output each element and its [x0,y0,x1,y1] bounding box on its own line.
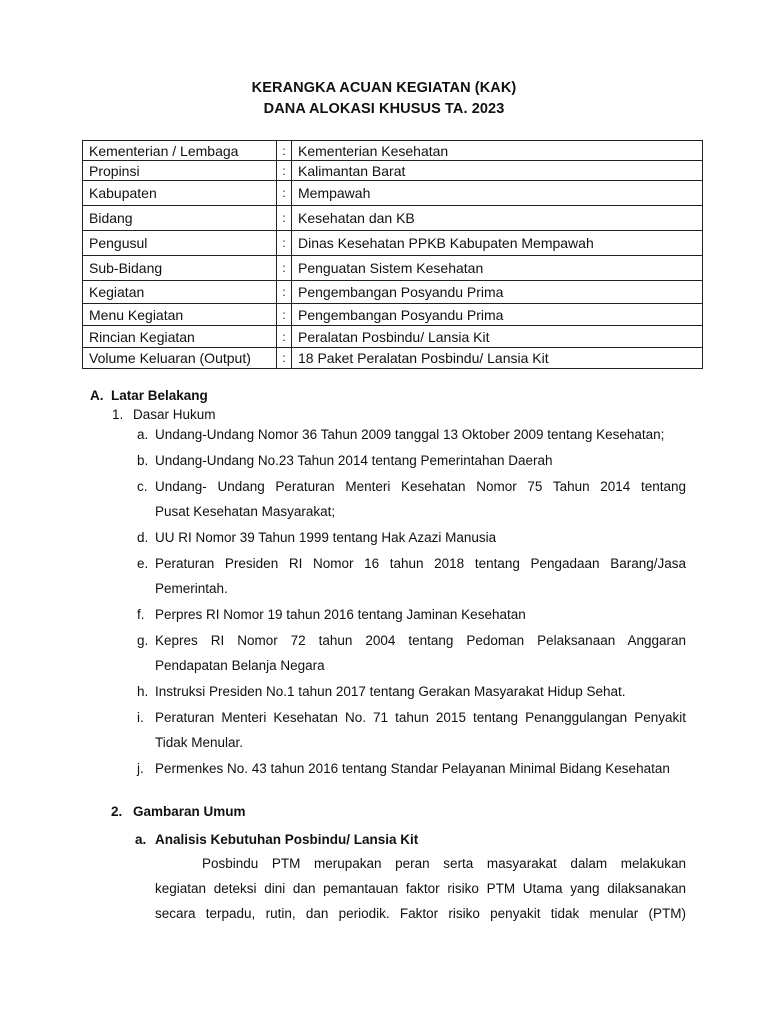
item-text: Peraturan Presiden RI Nomor 16 tahun 2018 tentang Pengadaan Barang/Jasa [155,556,686,571]
item-marker: g. [137,633,149,648]
info-label: Kabupaten [83,181,277,206]
sub-a-heading: Analisis Kebutuhan Posbindu/ Lansia Kit [155,832,419,847]
info-row [83,141,703,161]
info-row [83,206,703,231]
info-separator: : [277,348,292,369]
item-marker: a. [137,427,149,442]
item-text: Peraturan Menteri Kesehatan No. 71 tahun 2015 tentang Penanggulangan Penyakit [155,710,686,725]
info-value: Penguatan Sistem Kesehatan [292,256,703,281]
legal-basis-item [137,474,686,524]
item-marker: j. [137,761,144,776]
info-separator: : [277,181,292,206]
info-row [83,281,703,304]
info-label: Kegiatan [83,281,277,304]
legal-basis-item [137,525,686,550]
item-text: Permenkes No. 43 tahun 2016 tentang Standar Pelayanan Minimal Bidang Kesehatan [155,761,670,776]
legal-basis-item [137,602,686,627]
section-a-marker: A. [90,388,104,403]
legal-basis-item [137,679,686,704]
info-row [83,231,703,256]
info-separator: : [277,231,292,256]
info-value: Kalimantan Barat [292,161,703,181]
info-label: Rincian Kegiatan [83,326,277,348]
item-text: Kepres RI Nomor 72 tahun 2004 tentang Pedoman Pelaksanaan Anggaran [155,633,686,648]
sub-1-marker: 1. [112,407,124,422]
info-row [83,348,703,369]
info-value: Peralatan Posbindu/ Lansia Kit [292,326,703,348]
info-value: Kementerian Kesehatan [292,141,703,161]
info-label: Kementerian / Lembaga [83,141,277,161]
info-label: Sub-Bidang [83,256,277,281]
item-text: Undang-Undang Nomor 36 Tahun 2009 tanggal 13 Oktober 2009 tentang Kesehatan; [155,427,665,442]
info-value: Mempawah [292,181,703,206]
item-marker: d. [137,530,149,545]
item-marker: f. [137,607,145,622]
info-separator: : [277,304,292,326]
info-row [83,326,703,348]
paragraph-line: secara terpadu, rutin, dan periodik. Faktor risiko penyakit tidak menular (PTM) [155,906,686,921]
legal-basis-item [137,756,686,781]
info-separator: : [277,256,292,281]
info-value: Pengembangan Posyandu Prima [292,281,703,304]
info-label: Bidang [83,206,277,231]
document-subtitle: DANA ALOKASI KHUSUS TA. 2023 [263,101,505,117]
info-separator: : [277,141,292,161]
item-text: Undang-Undang No.23 Tahun 2014 tentang Pemerintahan Daerah [155,453,553,468]
info-separator: : [277,326,292,348]
item-marker: i. [137,710,144,725]
info-separator: : [277,281,292,304]
paragraph-line: Posbindu PTM merupakan peran serta masyarakat dalam melakukan [202,856,686,871]
section-2-heading: Gambaran Umum [133,804,246,819]
item-marker: e. [137,556,149,571]
info-table [82,140,703,369]
item-marker: c. [137,479,148,494]
info-value: Kesehatan dan KB [292,206,703,231]
info-value: Pengembangan Posyandu Prima [292,304,703,326]
info-row [83,181,703,206]
section-a-heading: Latar Belakang [111,388,208,403]
item-text: Tidak Menular. [155,735,244,750]
info-label: Pengusul [83,231,277,256]
item-text: Pemerintah. [155,581,228,596]
info-label: Menu Kegiatan [83,304,277,326]
item-marker: h. [137,684,149,699]
legal-basis-item [137,551,686,601]
document-title: KERANGKA ACUAN KEGIATAN (KAK) [251,80,517,96]
legal-basis-item [137,422,686,447]
info-separator: : [277,206,292,231]
item-text: UU RI Nomor 39 Tahun 1999 tentang Hak Azazi Manusia [155,530,497,545]
item-text: Pusat Kesehatan Masyarakat; [155,504,336,519]
section-2-marker: 2. [111,804,123,819]
sub-1-label: Dasar Hukum [133,407,216,422]
info-row [83,304,703,326]
info-label: Volume Keluaran (Output) [83,348,277,369]
item-text: Instruksi Presiden No.1 tahun 2017 tentang Gerakan Masyarakat Hidup Sehat. [155,684,626,699]
legal-basis-item [137,705,686,755]
item-text: Undang- Undang Peraturan Menteri Kesehatan Nomor 75 Tahun 2014 tentang [155,479,686,494]
info-value: Dinas Kesehatan PPKB Kabupaten Mempawah [292,231,703,256]
info-row [83,256,703,281]
info-value: 18 Paket Peralatan Posbindu/ Lansia Kit [292,348,703,369]
overview-paragraph [155,851,686,926]
info-separator: : [277,161,292,181]
sub-a-marker: a. [135,832,147,847]
info-row [83,161,703,181]
item-marker: b. [137,453,149,468]
paragraph-line: kegiatan deteksi dini dan pemantauan faktor risiko PTM Utama yang dilaksanakan [155,881,686,896]
item-text: Perpres RI Nomor 19 tahun 2016 tentang Jaminan Kesehatan [155,607,526,622]
item-text: Pendapatan Belanja Negara [155,658,325,673]
legal-basis-item [137,628,686,678]
info-label: Propinsi [83,161,277,181]
legal-basis-item [137,448,686,473]
